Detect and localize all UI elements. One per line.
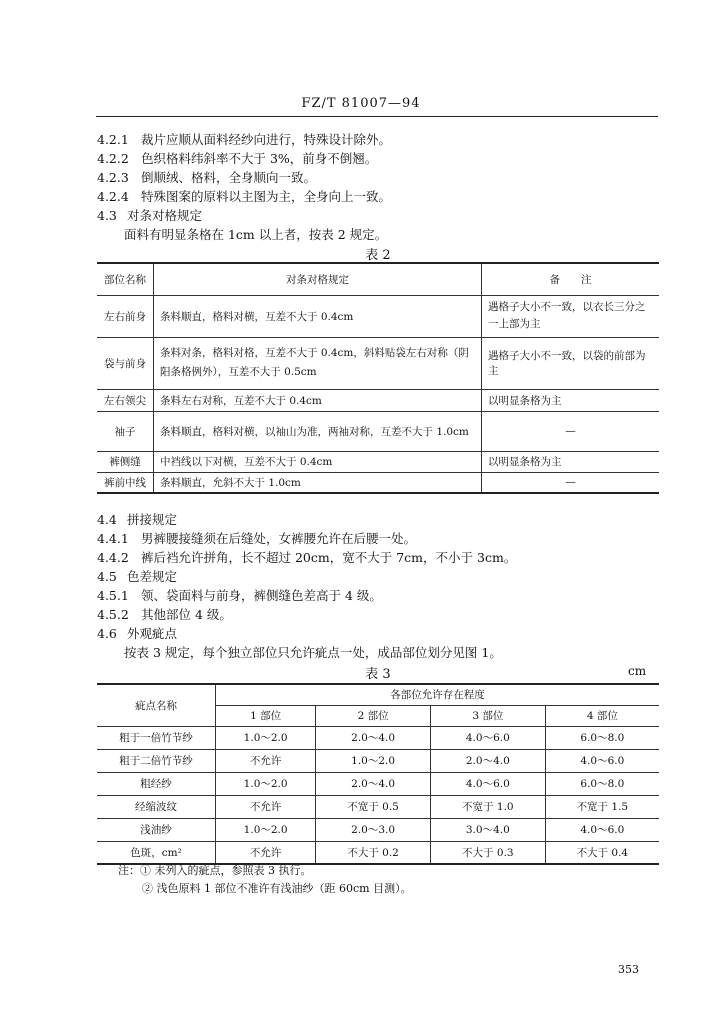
section-4-4-heading: [97, 510, 177, 528]
table-cell: 不允许: [216, 841, 316, 864]
table-cell: 不大于 0.3: [430, 841, 545, 864]
clause-number: 4.2.4: [97, 189, 129, 204]
table-cell: 条料顺直，格料对横，互差不大于 0.4cm: [154, 295, 482, 337]
table-header: 2 部位: [316, 705, 431, 726]
clause-number: 4.4.1: [97, 531, 129, 546]
section-4-5-heading: [97, 567, 177, 585]
table-header: 4 部位: [545, 705, 659, 726]
table-cell: 不宽于 0.5: [316, 795, 431, 818]
table-cell: 裤前中线: [97, 472, 154, 493]
table-row: [97, 749, 659, 772]
table-cell: 以明显条格为主: [482, 451, 660, 472]
table-cell: 浅油纱: [97, 818, 216, 841]
table-cell: 1.0～2.0: [316, 749, 431, 772]
clause-text: 男裤腰接缝须在后缝处，女裤腰允许在后腰一处。: [141, 531, 417, 546]
clause-4-2-1: [97, 130, 391, 148]
section-title: 外观疵点: [127, 626, 178, 641]
section-number: 4.6: [97, 626, 117, 641]
clause-number: 4.2.2: [97, 151, 129, 166]
clause-text: 倒顺绒、格料，全身顺向一致。: [141, 170, 317, 185]
table-row: [97, 841, 659, 864]
table-cell: 不大于 0.2: [316, 841, 431, 864]
table-cell: 粗于一倍竹节纱: [97, 726, 216, 749]
table-cell: 条料左右对称，互差不大于 0.4cm: [154, 389, 482, 411]
table-3: [97, 683, 659, 865]
table-cell: 不大于 0.4: [545, 841, 659, 864]
table-cell: 6.0～8.0: [545, 772, 659, 795]
table-cell: 1.0～2.0: [216, 772, 316, 795]
clause-text: 色织格料纬斜率不大于 3%，前身不倒翘。: [141, 151, 378, 166]
table-row: [97, 818, 659, 841]
table-cell: 1.0～2.0: [216, 726, 316, 749]
table-header: 备 注: [482, 263, 660, 295]
table-row: [97, 726, 659, 749]
table-cell: —: [482, 472, 660, 493]
table-header: 对条对格规定: [154, 263, 482, 295]
table3-note-2: ② 浅色原料 1 部位不准许有浅油纱（距 60cm 目测）。: [142, 882, 412, 895]
section-4-6-intro: 按表 3 规定，每个独立部位只允许疵点一处，成品部位划分见图 1。: [124, 645, 502, 660]
table-cell: 遇格子大小不一致，以袋的前部为主: [482, 337, 660, 389]
table-cell: 裤侧缝: [97, 451, 154, 472]
table-cell: 不允许: [216, 795, 316, 818]
table-row: [97, 772, 659, 795]
table-cell: 不宽于 1.5: [545, 795, 659, 818]
table-cell: 2.0～4.0: [430, 749, 545, 772]
page-number: 353: [618, 963, 639, 976]
table-cell: 2.0～4.0: [316, 726, 431, 749]
clause-4-2-2: [97, 149, 377, 167]
table-row: [97, 389, 659, 411]
table-cell: 6.0～8.0: [545, 726, 659, 749]
table-cell: 遇格子大小不一致，以衣长三分之一上部为主: [482, 295, 660, 337]
table-row: [97, 295, 659, 337]
table-cell: 4.0～6.0: [430, 772, 545, 795]
table-cell: 经缩波纹: [97, 795, 216, 818]
clause-number: 4.2.1: [97, 132, 129, 147]
table-cell: 3.0～4.0: [430, 818, 545, 841]
section-number: 4.4: [97, 512, 117, 527]
section-number: 4.5: [97, 569, 117, 584]
table-row: [97, 411, 659, 451]
clause-number: 4.2.3: [97, 170, 129, 185]
section-number: 4.3: [97, 208, 117, 223]
table-header: 疵点名称: [97, 684, 216, 726]
table-cell: 条料顺直，允斜不大于 1.0cm: [154, 472, 482, 493]
table-cell: 左右前身: [97, 295, 154, 337]
clause-text: 裁片应顺从面料经纱向进行，特殊设计除外。: [141, 132, 392, 147]
document-header: FZ/T 81007—94: [301, 96, 421, 111]
table-cell: 不允许: [216, 749, 316, 772]
table-header-row: [97, 684, 659, 705]
table-cell: 2.0～3.0: [316, 818, 431, 841]
section-4-3-intro: 面料有明显条格在 1cm 以上者，按表 2 规定。: [124, 227, 388, 242]
table-cell: —: [482, 411, 660, 451]
table-cell: 粗经纱: [97, 772, 216, 795]
table-cell: 袋与前身: [97, 337, 154, 389]
table3-unit: cm: [628, 664, 647, 678]
section-title: 拼接规定: [127, 512, 178, 527]
table-cell: 中裆线以下对横，互差不大于 0.4cm: [154, 451, 482, 472]
table-header: 1 部位: [216, 705, 316, 726]
clause-number: 4.4.2: [97, 550, 129, 565]
clause-number: 4.5.2: [97, 607, 129, 622]
table-cell: 2.0～4.0: [316, 772, 431, 795]
clause-text: 裤后裆允许拼角，长不超过 20cm，宽不大于 7cm，不小于 3cm。: [141, 550, 517, 565]
clause-4-2-3: [97, 168, 316, 186]
table-cell: 粗于二倍竹节纱: [97, 749, 216, 772]
table3-note-1: 注：① 未列入的疵点，参照表 3 执行。: [118, 864, 312, 877]
table-2: [97, 262, 659, 494]
table-cell: 左右领尖: [97, 389, 154, 411]
clause-4-5-1: [97, 586, 382, 604]
table-cell: 1.0～2.0: [216, 818, 316, 841]
table-cell: 色斑，cm²: [97, 841, 216, 864]
table2-caption: 表 2: [365, 248, 391, 263]
table-row: [97, 451, 659, 472]
clause-number: 4.5.1: [97, 588, 129, 603]
clause-4-5-2: [97, 605, 232, 623]
table-header-row: [97, 263, 659, 295]
table-row: [97, 472, 659, 493]
table-header: 各部位允许存在程度: [216, 684, 660, 705]
clause-4-4-2: [97, 548, 516, 566]
table-cell: 以明显条格为主: [482, 389, 660, 411]
clause-text: 特殊图案的原料以主图为主，全身向上一致。: [141, 189, 392, 204]
header-rule: [96, 116, 658, 117]
clause-text: 领、袋面料与前身，裤侧缝色差高于 4 级。: [141, 588, 382, 603]
section-4-3-heading: [97, 206, 202, 224]
table3-caption: 表 3: [365, 667, 391, 682]
table-cell: 条料顺直，格料对横，以袖山为准，两袖对称，互差不大于 1.0cm: [154, 411, 482, 451]
clause-text: 其他部位 4 级。: [141, 607, 232, 622]
table-cell: 袖子: [97, 411, 154, 451]
table-cell: 4.0～6.0: [545, 818, 659, 841]
table-cell: 条料对条，格料对格，互差不大于 0.4cm，斜料贴袋左右对称（阴阳条格例外），互差不大于 0.5cm: [154, 337, 482, 389]
table-header: 3 部位: [430, 705, 545, 726]
table-cell: 4.0～6.0: [545, 749, 659, 772]
section-title: 色差规定: [127, 569, 178, 584]
table-cell: 不宽于 1.0: [430, 795, 545, 818]
table-row: [97, 795, 659, 818]
clause-4-2-4: [97, 187, 391, 205]
section-title: 对条对格规定: [127, 208, 203, 223]
section-4-6-heading: [97, 624, 177, 642]
clause-4-4-1: [97, 529, 416, 547]
table-header: 部位名称: [97, 263, 154, 295]
table-cell: 4.0～6.0: [430, 726, 545, 749]
table-row: [97, 337, 659, 389]
